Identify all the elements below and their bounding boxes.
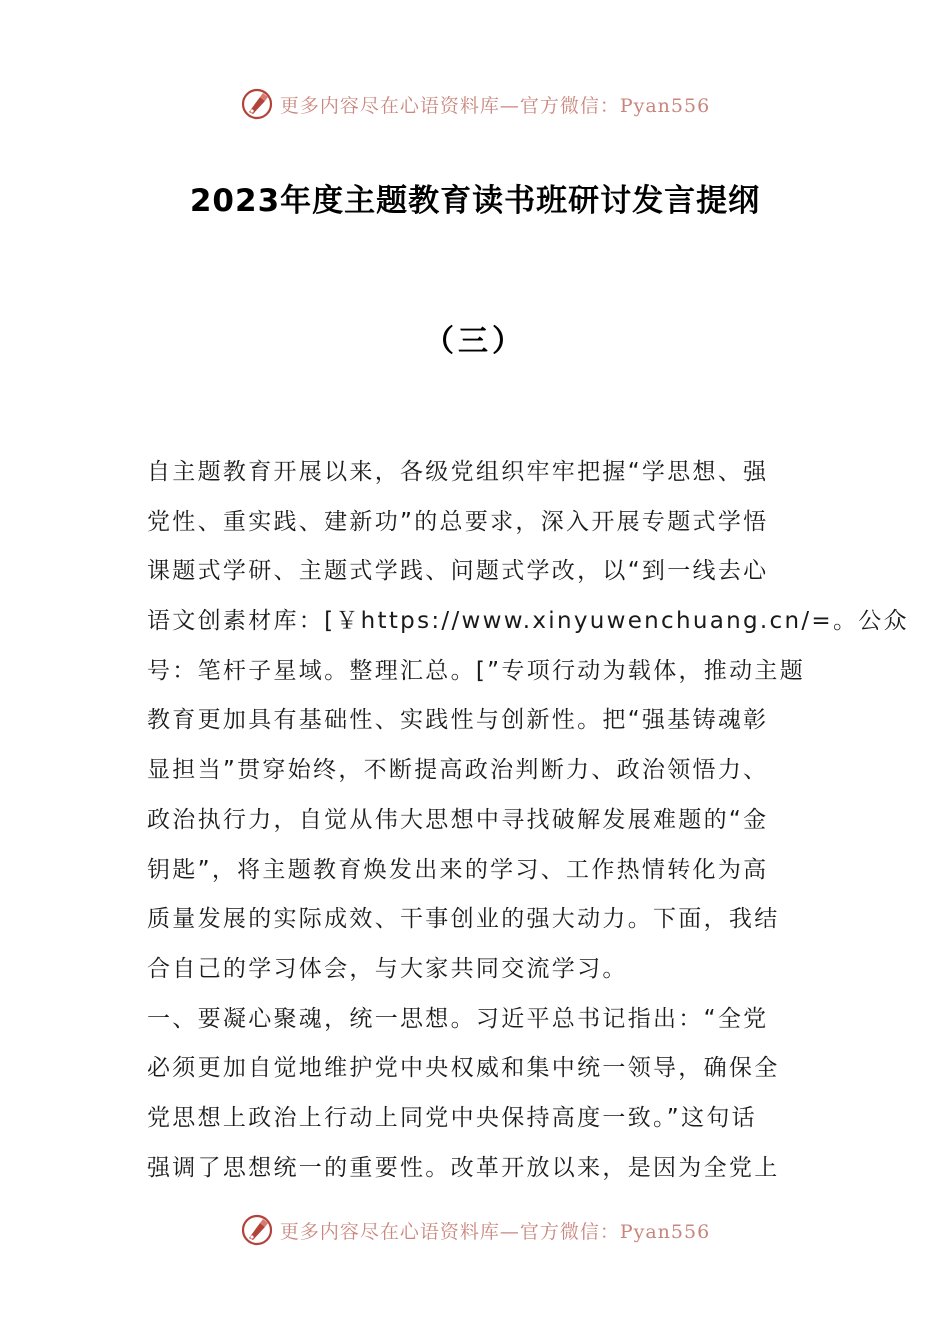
- body-line: 党思想上政治上行动上同党中央保持高度一致。”这句话: [147, 1104, 757, 1131]
- body-line: 一、要凝心聚魂，统一思想。习近平总书记指出：“全党: [147, 1005, 769, 1032]
- watermark-footer: [0, 1210, 950, 1250]
- body-line: 政治执行力，自觉从伟大思想中寻找破解发展难题的“金: [147, 806, 769, 833]
- body-line: 合自己的学习体会，与大家共同交流学习。: [147, 955, 628, 982]
- pen-nib-logo-icon: [240, 87, 274, 121]
- watermark-text: 更多内容尽在心语资料库—官方微信：Pyan556: [279, 94, 711, 117]
- body-line: 自主题教育开展以来，各级党组织牢牢把握“学思想、强: [147, 459, 769, 485]
- watermark-text: 更多内容尽在心语资料库—官方微信：Pyan556: [279, 1220, 711, 1243]
- body-line: 号：笔杆子星域。整理汇总。[”专项行动为载体，推动主题: [147, 657, 805, 684]
- watermark-header: [0, 84, 950, 124]
- body-line: 显担当”贯穿始终，不断提高政治判断力、政治领悟力、: [147, 757, 769, 784]
- body-line: 质量发展的实际成效、干事创业的强大动力。下面，我结: [147, 906, 780, 933]
- body-line: 必须更加自觉地维护党中央权威和集中统一领导，确保全: [147, 1055, 780, 1082]
- body-line: 钥匙”，将主题教育焕发出来的学习、工作热情转化为高: [147, 856, 769, 883]
- body-line: 教育更加具有基础性、实践性与创新性。把“强基铸魂彰: [147, 707, 769, 734]
- body-line: 党性、重实践、建新功”的总要求，深入开展专题式学悟: [147, 508, 769, 535]
- body-line: 强调了思想统一的重要性。改革开放以来，是因为全党上: [147, 1154, 780, 1181]
- document-body: [147, 448, 909, 1193]
- pen-nib-logo-icon: [240, 1213, 274, 1247]
- body-line: 课题式学研、主题式学践、问题式学改，以“到一线去心: [147, 558, 769, 585]
- body-line-with-link: 语文创素材库：[￥https://www.xinyuwenchuang.cn/=。公众: [147, 608, 909, 635]
- document-title: 2023年度主题教育读书班研讨发言提纲: [189, 183, 761, 219]
- document-subtitle: （三）: [424, 324, 526, 359]
